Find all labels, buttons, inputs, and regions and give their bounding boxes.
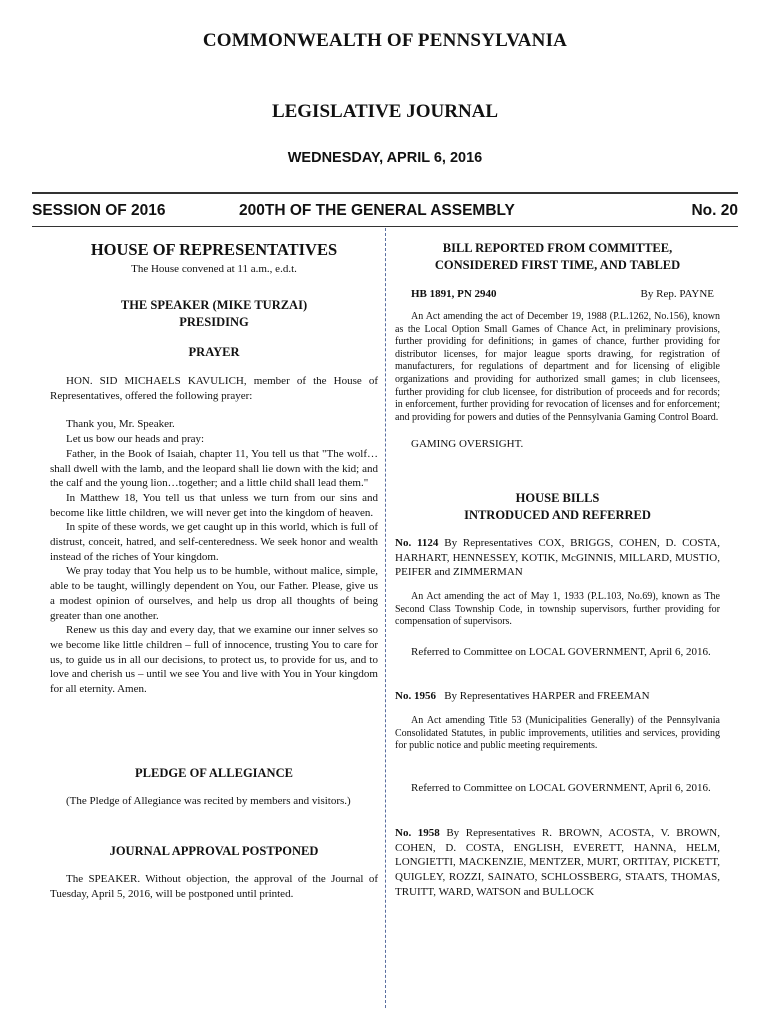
session-rule bbox=[32, 226, 738, 227]
bill-number: No. 1958 bbox=[395, 827, 440, 839]
bill-sponsors: By Representatives R. BROWN, ACOSTA, V. BROWN, COHEN, D. COSTA, ENGLISH, EVERETT, HANNA, HELM, LONGIETTI, MACKENZIE, MENTZER, MURT, ORTITAY, PICKETT, QUIGLEY, ROZZI, SAINATO, SCHLOSSBERG, STAATS, THOMAS, TRUITT, WARD, WATSON and BULLOCK bbox=[395, 827, 720, 898]
prayer-intro: HON. SID MICHAELS KAVULICH, member of the House of Representatives, offered the following prayer: bbox=[50, 375, 378, 402]
house-bills-heading bbox=[395, 490, 720, 523]
bill-1958 bbox=[395, 826, 720, 900]
bill-sponsors: By Representatives HARPER and FREEMAN bbox=[444, 690, 650, 702]
hb-number: HB 1891, PN 2940 bbox=[411, 288, 497, 300]
pledge-section bbox=[50, 794, 378, 809]
hb-text: An Act amending the act of December 19, 1988 (P.L.1262, No.156), known as the Local Option Small Games of Chance Act, in preliminary provisions, further providing for definitions; in games of chance, further providing for distributor licenses, for major league sports drawing, for registration of manufacturers, for regulations of department and for licensing of eligible organizations and providing for authorized small games; in club licensees, further providing for club licensee, for distribution of proceeds and for records; in enforcement, further providing for revocation of licenses and for enforcement; and providing for powers and duties of the Pennsylvania Gaming Control Board. bbox=[395, 311, 720, 423]
prayer-paragraph: Father, in the Book of Isaiah, chapter 11, You tell us that "The wolf…shall dwell with the lamb, and the leopard shall lie down with the kid; and the calf and the young lion…together; and a little child shall lead them." bbox=[50, 447, 378, 490]
prayer-paragraph: In spite of these words, we get caught up in this world, which is full of distrust, conceit, hatred, and self-centeredness. We seek honor and wealth instead of the riches of Your kingdom. bbox=[50, 521, 378, 563]
convened-line: The House convened at 11 a.m., e.d.t. bbox=[131, 263, 297, 275]
issue-number: No. 20 bbox=[691, 202, 738, 219]
bill-1124-referral bbox=[395, 645, 720, 660]
hb-row bbox=[395, 287, 720, 302]
journal-title: LEGISLATIVE JOURNAL bbox=[271, 101, 499, 122]
bill-1124-text bbox=[395, 591, 720, 629]
speaker-heading bbox=[50, 297, 378, 330]
house-bills-line: INTRODUCED AND REFERRED bbox=[464, 507, 651, 522]
bill-heading-line: CONSIDERED FIRST TIME, AND TABLED bbox=[434, 257, 681, 272]
bill-1956-text bbox=[395, 715, 720, 753]
pledge-text: (The Pledge of Allegiance was recited by members and visitors.) bbox=[66, 795, 351, 807]
house-title: HOUSE OF REPRESENTATIVES bbox=[90, 240, 338, 259]
house-bills-line: HOUSE BILLS bbox=[515, 491, 600, 505]
journal-approval-section bbox=[50, 872, 378, 901]
prayer-paragraph: Renew us this day and every day, that we examine our inner selves so we become like little children – full of innocence, trusting You to care for us, to guide us in all our decisions, to protect us, to provide for us, and to love and cherish us – until we see You and live with You in Your kingdom for all eternity. Amen. bbox=[50, 624, 378, 696]
bill-text: An Act amending the act of May 1, 1933 (P.L.103, No.69), known as The Second Class Township Code, in township supervisors, further providing for compensation of supervisors. bbox=[395, 591, 720, 628]
bill-referral: Referred to Committee on LOCAL GOVERNMENT, April 6, 2016. bbox=[411, 646, 711, 658]
journal-approval-text: The SPEAKER. Without objection, the approval of the Journal of Tuesday, April 5, 2016, will be postponed until printed. bbox=[50, 873, 378, 900]
bill-number: No. 1956 bbox=[395, 690, 436, 702]
prayer-section bbox=[50, 374, 378, 697]
assembly-label: 200TH OF THE GENERAL ASSEMBLY bbox=[239, 202, 515, 219]
hb-sponsor: By Rep. PAYNE bbox=[640, 288, 714, 300]
speaker-line: THE SPEAKER (MIKE TURZAI) bbox=[120, 298, 308, 312]
pledge-heading: PLEDGE OF ALLEGIANCE bbox=[135, 766, 293, 780]
bill-text: An Act amending Title 53 (Municipalities Generally) of the Pennsylvania Consolidated Statutes, in public improvements, utilities and services, providing for public notice and public meeting requirements. bbox=[395, 715, 720, 752]
bill-reported-heading bbox=[395, 240, 720, 273]
bill-1956-referral bbox=[395, 781, 720, 796]
commonwealth-title: COMMONWEALTH OF PENNSYLVANIA bbox=[202, 30, 568, 51]
session-label: SESSION OF 2016 bbox=[32, 202, 166, 219]
prayer-paragraph: We pray today that You help us to be humble, without malice, simple, able to be taught, willingly dependent on You, our Father. Please, give us a modest opinion of ourselves, and help us drop all thoughts of being greater than one another. bbox=[50, 565, 378, 622]
prayer-paragraph: In Matthew 18, You tell us that unless we turn from our sins and become like little children, we will never get into the kingdom of heaven. bbox=[50, 491, 378, 519]
column-divider bbox=[385, 228, 386, 1008]
journal-approval-heading: JOURNAL APPROVAL POSTPONED bbox=[109, 844, 319, 858]
prayer-heading: PRAYER bbox=[188, 345, 240, 359]
presiding-line: PRESIDING bbox=[179, 314, 249, 329]
bill-number: No. 1124 bbox=[395, 537, 439, 549]
hb-text-block bbox=[395, 311, 720, 451]
bill-1956 bbox=[395, 689, 720, 704]
gaming-oversight: GAMING OVERSIGHT. bbox=[411, 438, 524, 451]
prayer-line: Let us bow our heads and pray: bbox=[66, 433, 205, 446]
bill-referral: Referred to Committee on LOCAL GOVERNMENT, April 6, 2016. bbox=[411, 782, 711, 794]
bill-1124 bbox=[395, 536, 720, 580]
bill-sponsors: By Representatives COX, BRIGGS, COHEN, D. COSTA, HARHART, HENNESSEY, KOTIK, McGINNIS, MILLARD, MUSTIO, PEIFER and ZIMMERMAN bbox=[395, 537, 721, 579]
session-bar bbox=[32, 202, 738, 224]
top-rule bbox=[32, 192, 738, 194]
prayer-line: Thank you, Mr. Speaker. bbox=[66, 418, 175, 431]
journal-date: WEDNESDAY, APRIL 6, 2016 bbox=[287, 150, 483, 166]
bill-heading-line: BILL REPORTED FROM COMMITTEE, bbox=[442, 241, 673, 255]
